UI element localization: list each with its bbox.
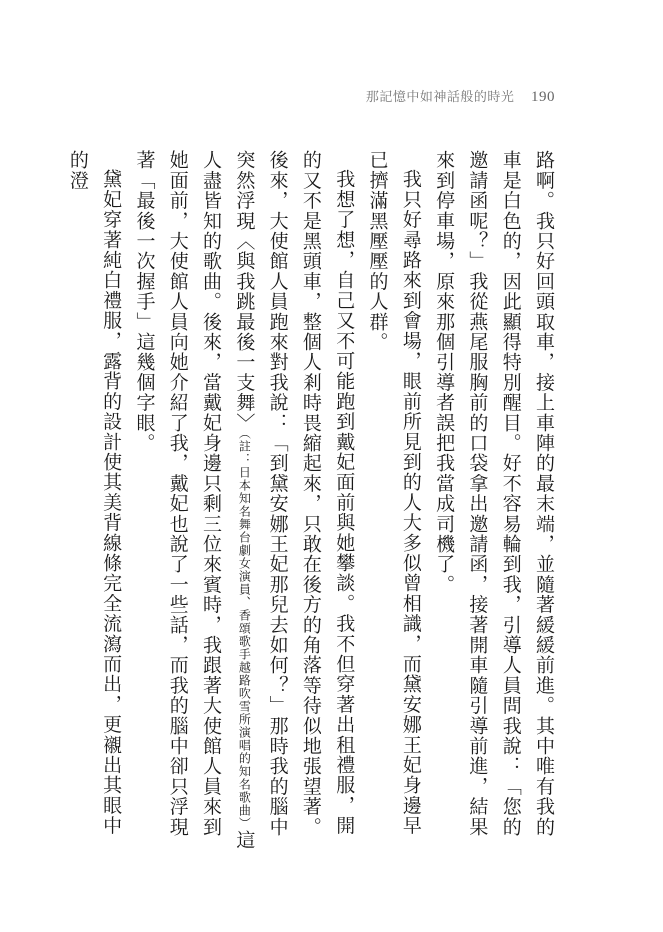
book-title: 那記憶中如神話般的時光 (365, 90, 515, 105)
running-header (366, 86, 555, 106)
paragraph-2: 我只好尋路來到會場，眼前所見到的人大多似曾相識，而黛安娜王妃身邊早已擠滿黑壓壓的人群。 (366, 150, 422, 836)
footnote-annotation: （註：日本知名舞台劇女演員、香頌歌手越路吹雪所演唱的知名歌曲） (237, 432, 252, 830)
vertical-text-body (66, 150, 560, 851)
paragraph-1: 路啊。我只好回頭取車，接上車陣的最末端，並隨著緩緩前進。其中唯有我的車是白色的，因此顯得特別醒目。好不容易輪到我，引導人員問我說：「您的邀請函呢？」我從燕尾服胸前的口袋拿出邀請函，接著開車隨引導前進，結果來到停車場，原來那個引導者誤把我當成司機了。 (433, 150, 555, 837)
paragraph-3 (127, 150, 360, 850)
paragraph-3-text-a: 我想了想，自己又不可能跑到戴妃面前與她攀談。我不但穿著出租禮服，開的又不是黑頭車，整個人剎時畏縮起來，只敢在後方的角落等待似地張望著。後來，大使館人員跑來對我說：「到黛安娜王妃那兒去如何？」那時我的腦中突然浮現〈與我跳最後一支舞〉 (233, 150, 356, 837)
page-number: 190 (531, 89, 555, 105)
paragraph-3-text-b: 這人盡皆知的歌曲。後來，當戴妃身邊只剩三位來賓時，我跟著大使館人員來到她面前，大使館人員向她介紹了我，戴妃也說了一些話，而我的腦中卻只浮現著「最後一次握手」這幾個字眼。 (133, 150, 256, 851)
paragraph-4: 黛妃穿著純白禮服，露背的設計使其美背線條完全流瀉而出，更襯出其眼中的澄 (66, 150, 123, 836)
